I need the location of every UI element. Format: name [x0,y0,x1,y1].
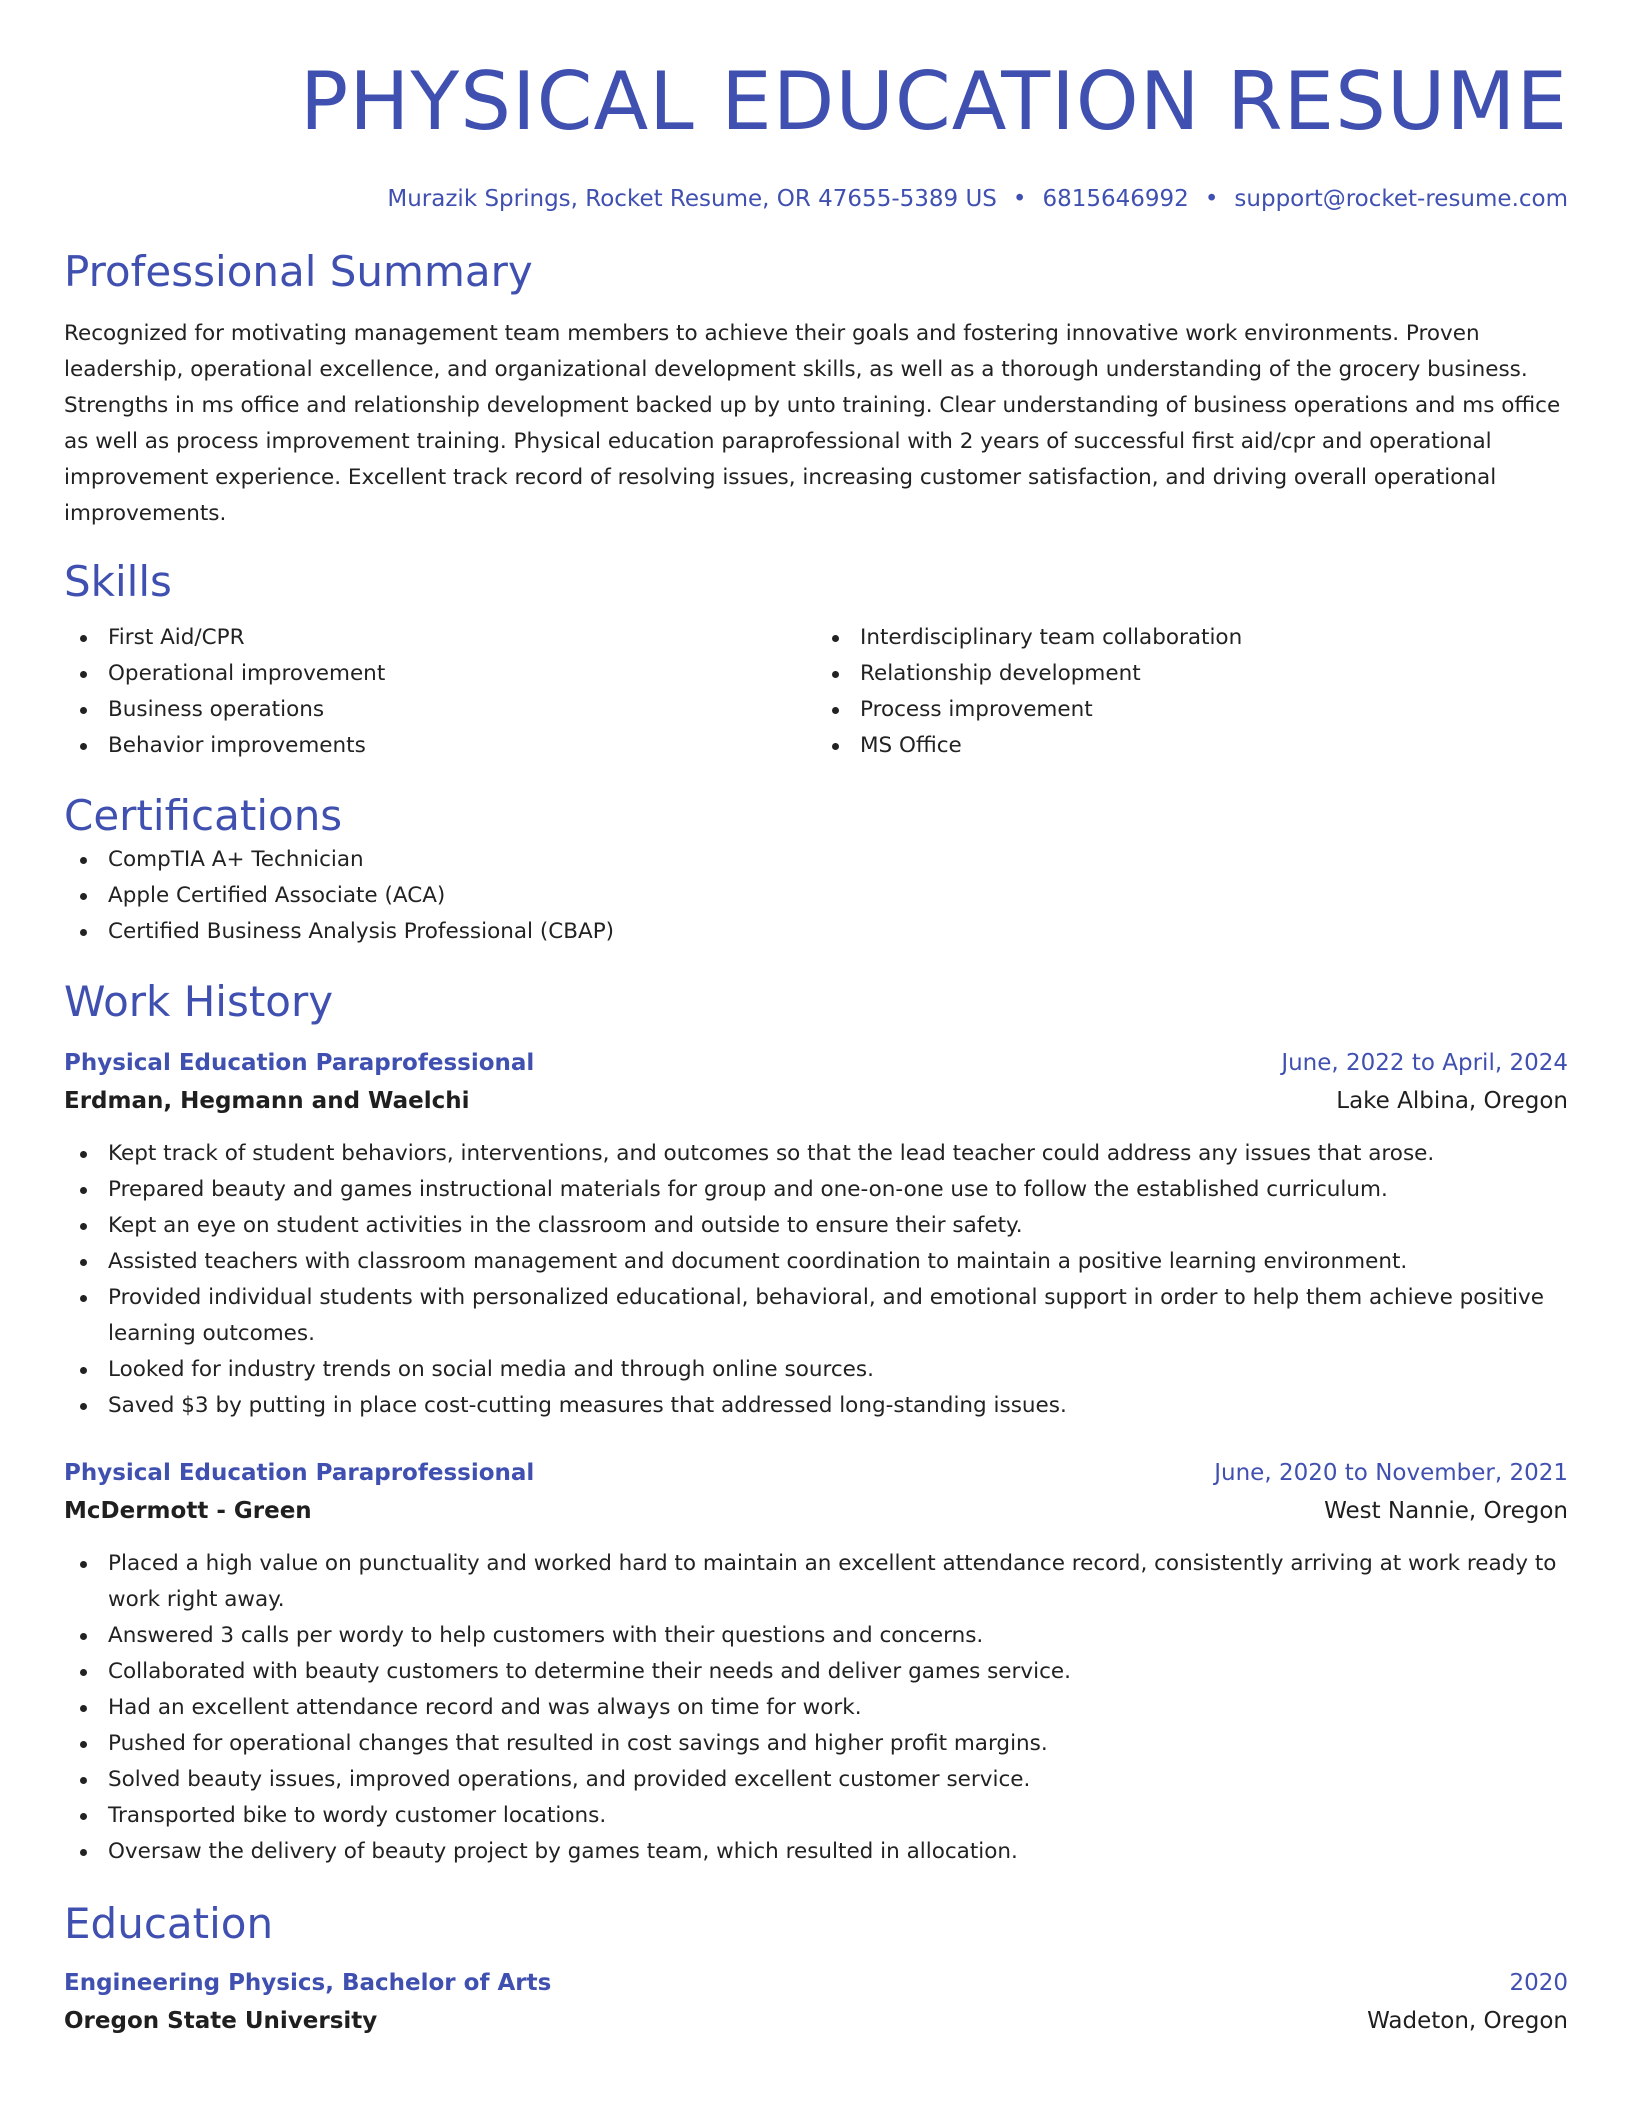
job-duty: Placed a high value on punctuality and worked hard to maintain an excellent attendance record, consistently arriving at work ready to work right away. [64,1546,1568,1618]
job-dates: June, 2020 to November, 2021 [1214,1460,1568,1486]
job-dates: June, 2022 to April, 2024 [1281,1050,1568,1076]
job-location: West Nannie, Oregon [1324,1498,1568,1524]
job-entry [64,1044,1568,1424]
job-role: Physical Education Paraprofessional [64,1050,535,1076]
education-heading: Education [64,1899,274,1948]
job-duties-list [64,1546,1568,1870]
job-duty: Had an excellent attendance record and was always on time for work. [64,1690,1568,1726]
job-company-row [64,1492,1568,1530]
job-duty: Saved $3 by putting in place cost-cutting measures that addressed long-standing issues. [64,1388,1568,1424]
job-duty: Solved beauty issues, improved operations, and provided excellent customer service. [64,1762,1568,1798]
skills-list-left [64,620,816,764]
education-year: 2020 [1509,1970,1568,1996]
education-degree: Engineering Physics, Bachelor of Arts [64,1970,552,1996]
job-duty: Kept track of student behaviors, interventions, and outcomes so that the lead teacher could address any issues that arose. [64,1136,1568,1172]
resume-name: PHYSICAL EDUCATION RESUME [299,55,1568,148]
job-duty: Pushed for operational changes that resulted in cost savings and higher profit margins. [64,1726,1568,1762]
skill-item: Interdisciplinary team collaboration [816,620,1568,656]
job-duty: Oversaw the delivery of beauty project by games team, which resulted in allocation. [64,1834,1568,1870]
certifications-list [64,842,1568,950]
contact-separator: • [1012,186,1027,212]
education-school: Oregon State University [64,2008,378,2034]
skill-item: MS Office [816,728,1568,764]
skill-item: Process improvement [816,692,1568,728]
job-duties-list [64,1136,1568,1424]
job-duty: Prepared beauty and games instructional materials for group and one-on-one use to follow the established curriculum. [64,1172,1568,1208]
education-location: Wadeton, Oregon [1367,2008,1568,2034]
job-duty: Looked for industry trends on social media and through online sources. [64,1352,1568,1388]
job-duty: Collaborated with beauty customers to determine their needs and deliver games service. [64,1654,1568,1690]
skill-item: Business operations [64,692,816,728]
skill-item: Operational improvement [64,656,816,692]
education-entry [64,1964,1568,2040]
job-duty: Answered 3 calls per wordy to help customers with their questions and concerns. [64,1618,1568,1654]
skills-grid [64,620,1568,764]
job-duty: Transported bike to wordy customer locations. [64,1798,1568,1834]
contact-address: Murazik Springs, Rocket Resume, OR 47655-5389 US [387,186,997,212]
job-location: Lake Albina, Oregon [1336,1088,1568,1114]
job-company: Erdman, Hegmann and Waelchi [64,1088,470,1114]
job-entry [64,1454,1568,1870]
contact-phone[interactable]: 6815646992 [1042,186,1189,212]
job-title-row [64,1454,1568,1492]
skill-item: Behavior improvements [64,728,816,764]
certification-item: Apple Certified Associate (ACA) [64,878,1568,914]
job-title-row [64,1044,1568,1082]
work-history-heading: Work History [64,977,334,1026]
summary-text: Recognized for motivating management team members to achieve their goals and fostering innovative work environments. Proven leadership, operational excellence, and organizational development skills, as well as a thorough understanding of the grocery business. Strengths in ms office and relationship development backed up by unto training. Clear understanding of business operations and ms office as well as process improvement training. Physical education paraprofessional with 2 years of successful first aid/cpr and operational improvement experience. Excellent track record of resolving issues, increasing customer satisfaction, and driving overall operational improvements. [64,321,1561,526]
skill-item: Relationship development [816,656,1568,692]
job-duty: Kept an eye on student activities in the classroom and outside to ensure their safety. [64,1208,1568,1244]
summary-heading: Professional Summary [64,247,533,296]
certifications-heading: Certifications [64,791,343,840]
education-school-row [64,2002,1568,2040]
certification-item: Certified Business Analysis Professional (CBAP) [64,914,1568,950]
skill-item: First Aid/CPR [64,620,816,656]
job-company: McDermott - Green [64,1498,312,1524]
skills-heading: Skills [64,557,172,606]
education-degree-row [64,1964,1568,2002]
certification-item: CompTIA A+ Technician [64,842,1568,878]
skills-list-right [816,620,1568,764]
job-duty: Provided individual students with personalized educational, behavioral, and emotional support in order to help them achieve positive learning outcomes. [64,1280,1568,1352]
contact-line [64,184,1568,214]
contact-separator: • [1204,186,1219,212]
job-role: Physical Education Paraprofessional [64,1460,535,1486]
job-company-row [64,1082,1568,1120]
contact-email[interactable]: support@rocket-resume.com [1234,186,1568,212]
job-duty: Assisted teachers with classroom management and document coordination to maintain a positive learning environment. [64,1244,1568,1280]
resume-header [64,0,1568,214]
